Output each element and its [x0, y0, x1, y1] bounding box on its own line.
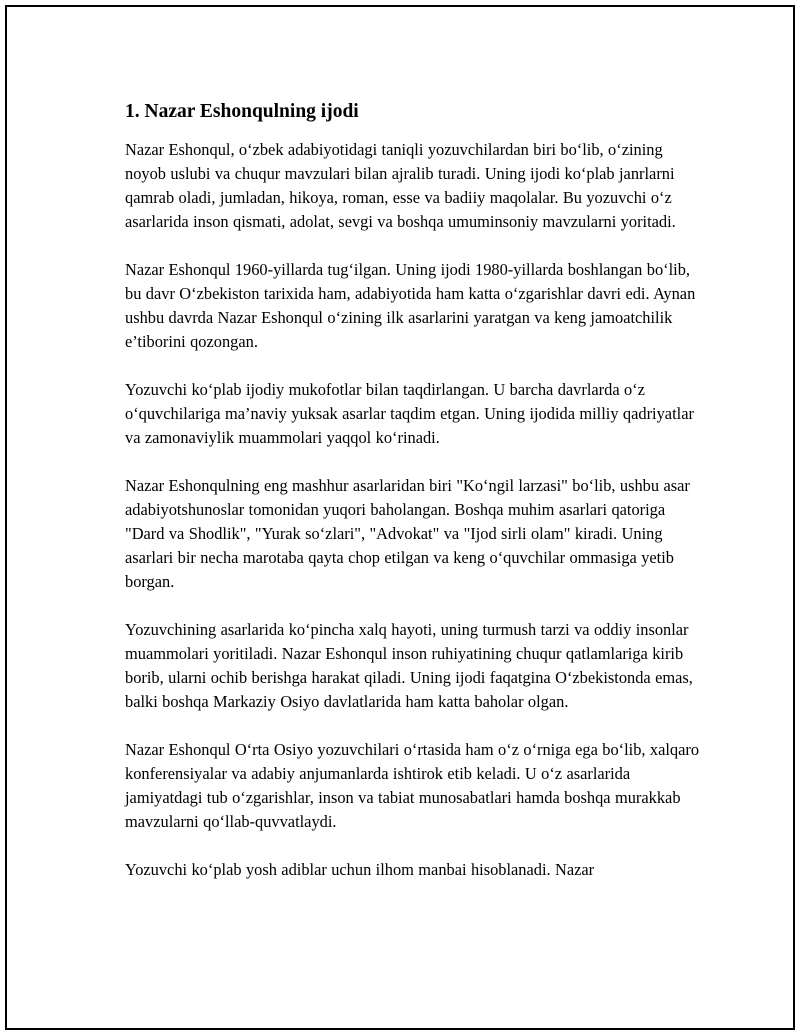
document-body: [125, 100, 700, 906]
page-frame: [5, 5, 795, 1030]
paragraph-2: Nazar Eshonqul 1960-yillarda tug‘ilgan. Uning ijodi 1980-yillarda boshlangan bo‘lib, bu davr O‘zbekiston tarixida ham, adabiyotida ham katta o‘zgarishlar davri edi. Aynan ushbu davrda Nazar Eshonqul o‘zining ilk asarlarini yaratgan va keng jamoatchilik e’tiborini qozongan.: [125, 260, 696, 351]
paragraph-7: Yozuvchi ko‘plab yosh adiblar uchun ilhom manbai hisoblanadi. Nazar: [125, 860, 595, 879]
paragraph-3: Yozuvchi ko‘plab ijodiy mukofotlar bilan taqdirlangan. U barcha davrlarda o‘z o‘quvchilariga ma’naviy yuksak asarlar taqdim etgan. Uning ijodida milliy qadriyatlar va zamonaviylik muammolari yaqqol ko‘rinadi.: [125, 380, 694, 447]
paragraph-4: Nazar Eshonqulning eng mashhur asarlaridan biri "Ko‘ngil larzasi" bo‘lib, ushbu asar adabiyotshunoslar tomonidan yuqori baholangan. Boshqa muhim asarlari qatoriga "Dard va Shodlik", "Yurak so‘zlari", "Advokat" va "Ijod sirli olam" kiradi. Uning asarlari bir necha marotaba qayta chop etilgan va keng o‘quvchilar ommasiga yetib borgan.: [125, 476, 690, 591]
paragraph-6: Nazar Eshonqul O‘rta Osiyo yozuvchilari o‘rtasida ham o‘z o‘rniga ega bo‘lib, xalqaro konferensiyalar va adabiy anjumanlarda ishtirok etib keladi. U o‘z asarlarida jamiyatdagi tub o‘zgarishlar, inson va tabiat munosabatlari hamda boshqa murakkab mavzularni qo‘llab-quvvatlaydi.: [125, 740, 700, 831]
paragraph-1: Nazar Eshonqul, o‘zbek adabiyotidagi taniqli yozuvchilardan biri bo‘lib, o‘zining noyob uslubi va chuqur mavzulari bilan ajralib turadi. Uning ijodi ko‘plab janrlarni qamrab oladi, jumladan, hikoya, roman, esse va badiiy maqolalar. Bu yozuvchi o‘z asarlarida inson qismati, adolat, sevgi va boshqa umuminsoniy mavzularni yoritadi.: [125, 140, 676, 231]
section-heading: 1. Nazar Eshonqulning ijodi: [125, 101, 359, 122]
paragraph-5: Yozuvchining asarlarida ko‘pincha xalq hayoti, uning turmush tarzi va oddiy insonlar muammolari yoritiladi. Nazar Eshonqul inson ruhiyatining chuqur qatlamlariga kirib borib, ularni ochib berishga harakat qiladi. Uning ijodi faqatgina O‘zbekistonda emas, balki boshqa Markaziy Osiyo davlatlarida ham katta baholar olgan.: [125, 620, 693, 711]
